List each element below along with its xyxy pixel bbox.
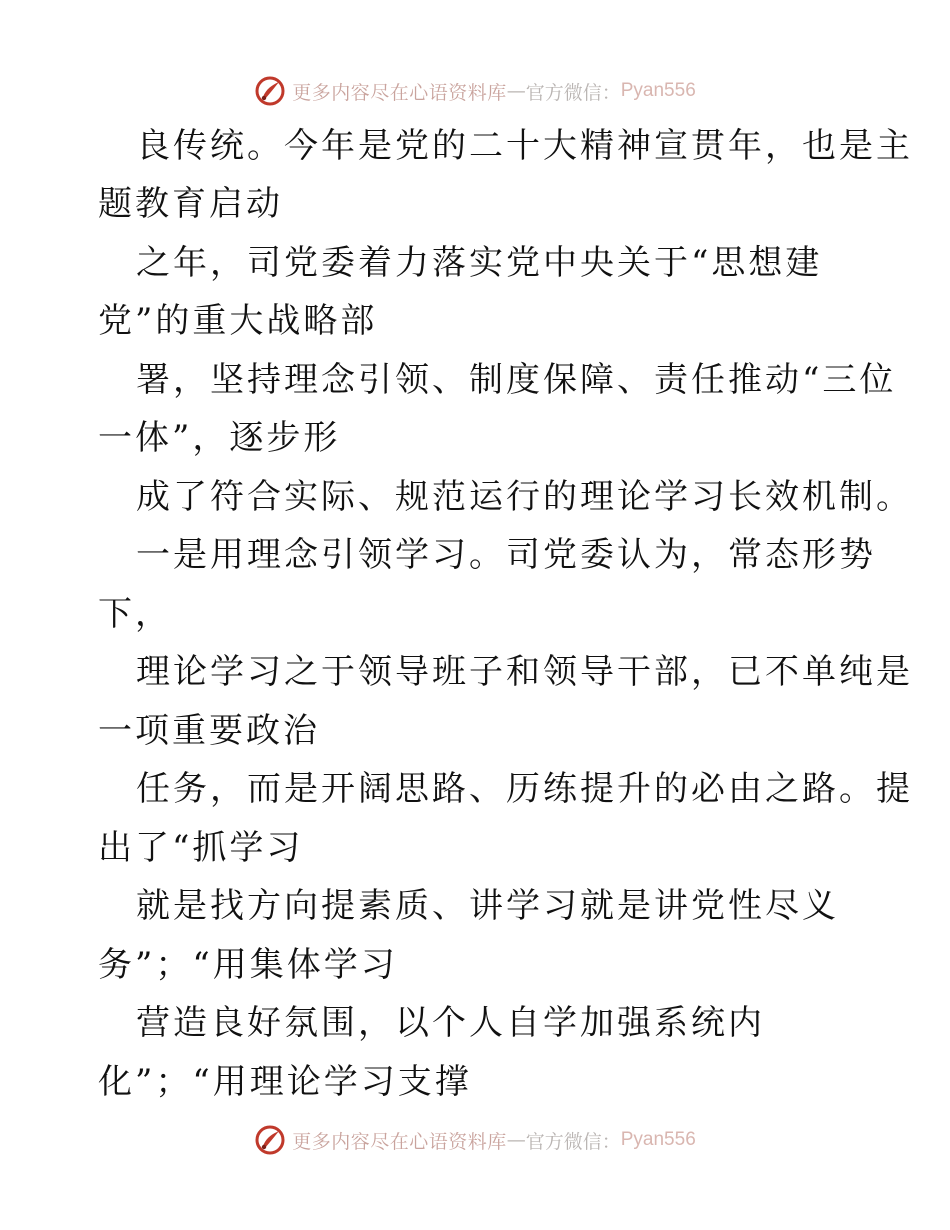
text-line: 党”的重大战略部	[98, 301, 378, 341]
text-line: 良传统。今年是党的二十大精神宣贯年，也是主	[136, 126, 913, 166]
text-line: 一项重要政治	[98, 711, 320, 751]
watermark-dash: —	[506, 80, 526, 102]
watermark-wechat-label: 官方微信：	[525, 1130, 621, 1153]
text-line: 就是找方向提素质、讲学习就是讲党性尽义	[136, 886, 839, 926]
text-line: 出了“抓学习	[98, 828, 304, 868]
header-watermark	[0, 71, 950, 111]
text-line: 署，坚持理念引领、制度保障、责任推动“三位	[136, 360, 897, 400]
watermark-dash: —	[506, 1129, 526, 1151]
text-line: 务”；“用集体学习	[98, 945, 398, 985]
watermark-site-text: 更多内容尽在心语资料库	[292, 1130, 507, 1153]
footer-watermark	[0, 1120, 950, 1160]
text-line: 营造良好氛围，以个人自学加强系统内	[136, 1003, 765, 1043]
text-line: 任务，而是开阔思路、历练提升的必由之路。提	[136, 769, 913, 809]
text-line: 之年，司党委着力落实党中央关于“思想建	[136, 243, 823, 283]
watermark-wechat-id: Pyan556	[620, 80, 696, 101]
watermark-wechat-id: Pyan556	[620, 1129, 696, 1150]
text-line: 化”；“用理论学习支撑	[98, 1062, 472, 1102]
brush-logo-icon	[254, 75, 286, 107]
text-line: 理论学习之于领导班子和领导干部，已不单纯是	[136, 652, 913, 692]
text-line: 一体”，逐步形	[98, 418, 341, 458]
text-line: 一是用理念引领学习。司党委认为，常态形势	[136, 535, 876, 575]
watermark-site-text: 更多内容尽在心语资料库	[292, 81, 507, 104]
text-line: 成了符合实际、规范运行的理论学习长效机制。	[136, 477, 913, 517]
text-line: 下，	[98, 594, 172, 634]
brush-logo-icon	[254, 1124, 286, 1156]
watermark-wechat-label: 官方微信：	[525, 81, 621, 104]
text-line: 题教育启动	[98, 184, 283, 224]
